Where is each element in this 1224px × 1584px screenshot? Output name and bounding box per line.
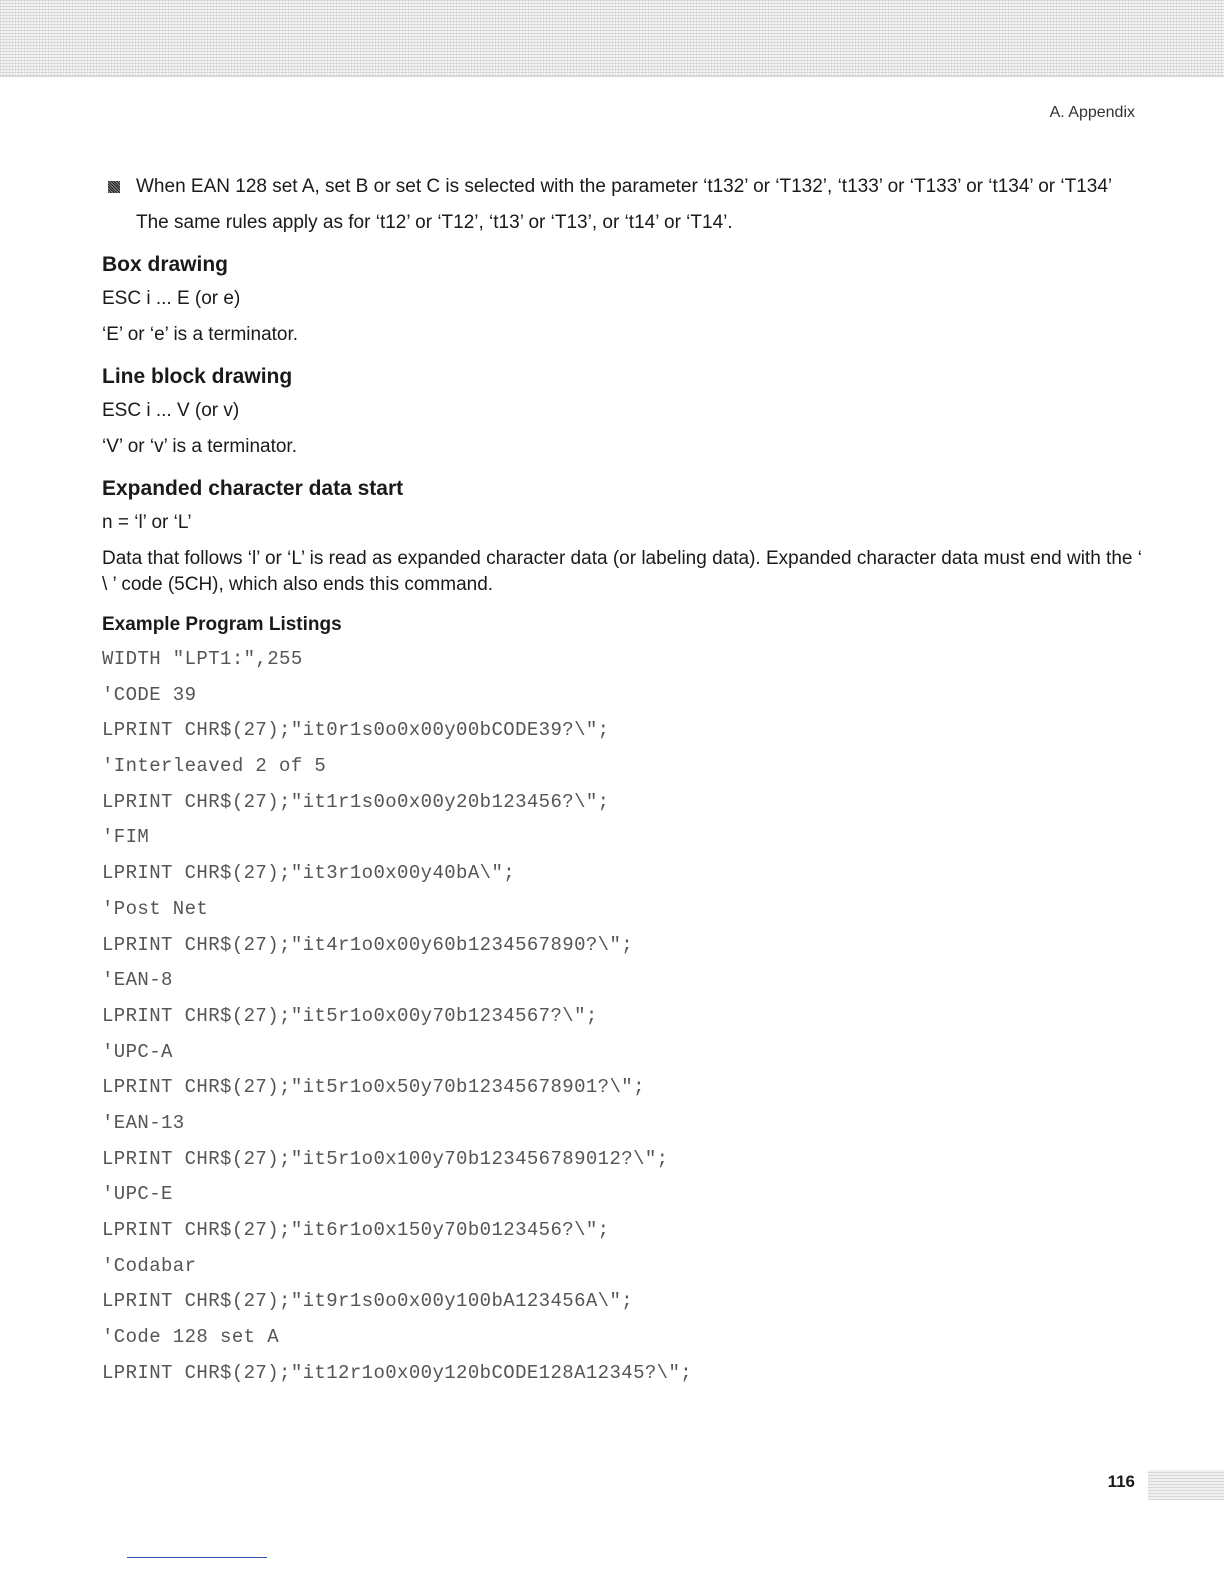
- line-block-drawing-command: ESC i ... V (or v): [102, 400, 240, 421]
- code-line: LPRINT CHR$(27);"it5r1o0x50y70b12345678901?\";: [102, 1076, 645, 1099]
- expanded-char-param: n = ‘l’ or ‘L’: [102, 512, 192, 533]
- code-line: WIDTH "LPT1:",255: [102, 648, 303, 670]
- code-line: LPRINT CHR$(27);"it5r1o0x100y70b123456789012?\";: [102, 1147, 669, 1170]
- code-line: 'EAN-8: [102, 969, 173, 992]
- line-block-drawing-heading: Line block drawing: [102, 365, 293, 388]
- page-tab-decoration: [1148, 1470, 1224, 1500]
- footer-rule: [127, 1557, 267, 1558]
- expanded-char-description: Data that follows ‘l’ or ‘L’ is read as expanded character data (or labeling data). Expanded character data must end with the ‘ \ ’ code (5CH), which also ends this command.: [102, 548, 1142, 595]
- code-line: 'Codabar: [102, 1254, 197, 1277]
- code-line: 'Post Net: [102, 897, 209, 920]
- box-drawing-command: ESC i ... E (or e): [102, 288, 241, 309]
- code-line: LPRINT CHR$(27);"it4r1o0x00y60b1234567890?\";: [102, 933, 634, 956]
- code-line: 'CODE 39: [102, 683, 197, 706]
- box-drawing-note: ‘E’ or ‘e’ is a terminator.: [102, 324, 299, 345]
- expanded-char-heading: Expanded character data start: [102, 477, 404, 500]
- ean128-rule-note: The same rules apply as for ‘t12’ or ‘T12’, ‘t13’ or ‘T13’, or ‘t14’ or ‘T14’.: [136, 212, 733, 233]
- code-line: LPRINT CHR$(27);"it12r1o0x00y120bCODE128A12345?\";: [102, 1361, 693, 1384]
- code-line: LPRINT CHR$(27);"it1r1s0o0x00y20b123456?\";: [102, 790, 610, 813]
- code-line: 'FIM: [102, 826, 150, 849]
- square-bullet-icon: [108, 181, 120, 193]
- page-number: 116: [1107, 1472, 1135, 1491]
- running-header: A. Appendix: [1049, 104, 1135, 121]
- line-block-drawing-note: ‘V’ or ‘v’ is a terminator.: [102, 436, 297, 457]
- code-line: 'Interleaved 2 of 5: [102, 755, 327, 778]
- code-line: 'UPC-A: [102, 1040, 173, 1063]
- code-line: LPRINT CHR$(27);"it6r1o0x150y70b0123456?\";: [102, 1219, 610, 1241]
- code-line: LPRINT CHR$(27);"it0r1s0o0x00y00bCODE39?\";: [102, 719, 610, 742]
- box-drawing-heading: Box drawing: [102, 253, 229, 276]
- example-code-listing: [102, 646, 1142, 1395]
- header-decorative-band: [0, 0, 1224, 77]
- code-line: LPRINT CHR$(27);"it5r1o0x00y70b1234567?\";: [102, 1004, 598, 1027]
- code-line: 'UPC-E: [102, 1183, 173, 1206]
- ean128-bullet-text: When EAN 128 set A, set B or set C is selected with the parameter ‘t132’ or ‘T132’, ‘t133’ or ‘T133’ or ‘t134’ or ‘T134’: [136, 176, 1113, 197]
- page-content: [102, 174, 1142, 1395]
- ean128-bullet: [108, 174, 1142, 200]
- code-line: 'EAN-13: [102, 1111, 185, 1134]
- code-line: LPRINT CHR$(27);"it3r1o0x00y40bA\";: [102, 862, 516, 885]
- code-line: 'Code 128 set A: [102, 1326, 280, 1349]
- example-listings-heading: Example Program Listings: [102, 614, 342, 635]
- code-line: LPRINT CHR$(27);"it9r1s0o0x00y100bA123456A\";: [102, 1290, 634, 1313]
